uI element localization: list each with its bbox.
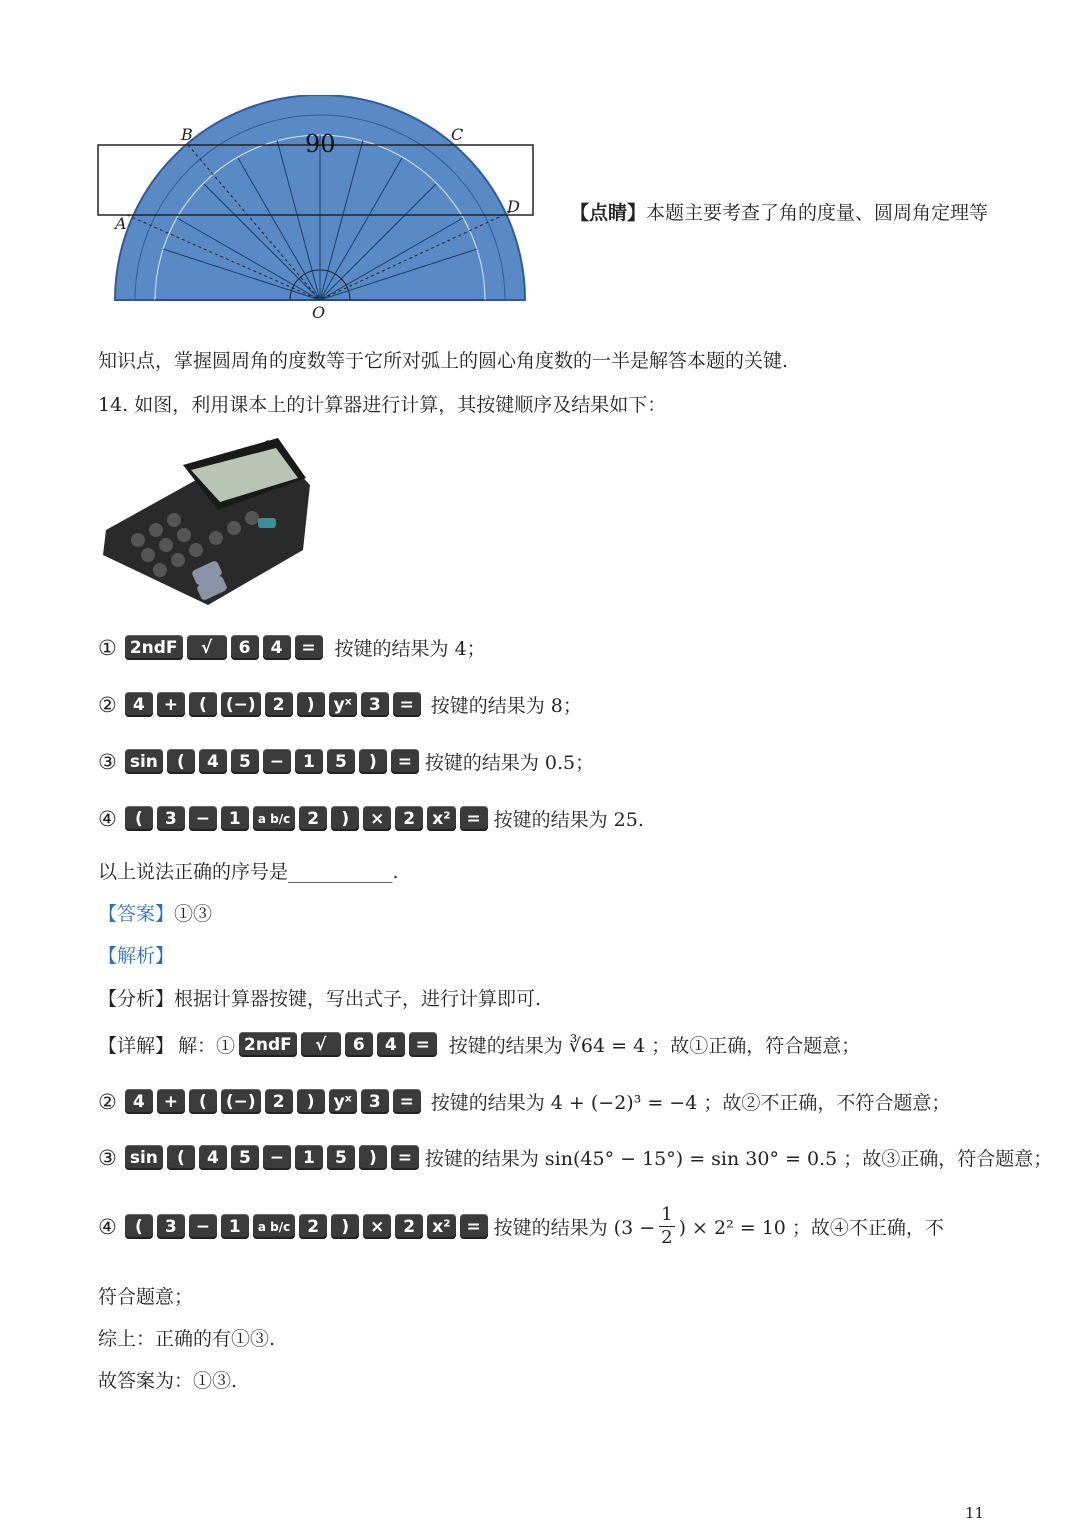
key-lparen: ( bbox=[167, 1145, 195, 1170]
detail-result-3: 按键的结果为 sin(45° − 15°) = sin 30° = 0.5 ；故③正确，符合题意； bbox=[424, 1148, 1053, 1170]
protractor-figure bbox=[95, 95, 545, 325]
question-item-3 bbox=[98, 748, 594, 775]
item-number: ④ bbox=[98, 806, 117, 831]
key-negative: (−) bbox=[221, 1089, 261, 1114]
key-lparen: ( bbox=[167, 749, 195, 774]
item-result: 按键的结果为 4； bbox=[334, 638, 486, 660]
point-b-label: B bbox=[181, 125, 193, 144]
key-lparen: ( bbox=[125, 1214, 153, 1239]
key-2ndf: 2ndF bbox=[125, 635, 183, 660]
answer-line bbox=[98, 899, 212, 926]
key-5: 5 bbox=[231, 749, 259, 774]
key-equals: = bbox=[295, 635, 323, 660]
protractor-90-label: 90 bbox=[305, 130, 336, 158]
detail-result-4a: 按键的结果为 (3 − bbox=[493, 1217, 656, 1239]
detail-result-4c: 符合题意； bbox=[98, 1286, 194, 1308]
key-equals: = bbox=[409, 1032, 437, 1057]
key-2: 2 bbox=[395, 806, 423, 831]
key-multiply: × bbox=[363, 1214, 391, 1239]
key-4: 4 bbox=[125, 1089, 153, 1114]
key-3: 3 bbox=[157, 1214, 185, 1239]
analysis-tag: 【解析】 bbox=[98, 945, 175, 967]
key-minus: − bbox=[189, 806, 217, 831]
calculator-image bbox=[98, 430, 313, 610]
key-sin: sin bbox=[125, 749, 163, 774]
point-c-label: C bbox=[451, 125, 464, 144]
answer-value: ①③ bbox=[174, 903, 213, 925]
key-rparen: ) bbox=[331, 1214, 359, 1239]
key-rparen: ) bbox=[359, 749, 387, 774]
point-o-label: O bbox=[312, 303, 326, 322]
key-rparen: ) bbox=[331, 806, 359, 831]
key-fraction: a b/c bbox=[253, 1214, 295, 1239]
detail-tag: 【详解】 bbox=[98, 1035, 175, 1057]
item-number: ③ bbox=[98, 749, 117, 774]
page-number: 11 bbox=[965, 1504, 985, 1522]
detail-row-2 bbox=[98, 1088, 950, 1115]
key-2: 2 bbox=[395, 1214, 423, 1239]
key-equals: = bbox=[393, 1089, 421, 1114]
detail-row-4 bbox=[98, 1204, 944, 1249]
question-ask: 以上说法正确的序号是___________. bbox=[98, 861, 399, 883]
dianjing-tag: 【点睛】 bbox=[570, 202, 647, 224]
question-item-1 bbox=[98, 634, 486, 661]
key-3: 3 bbox=[361, 692, 389, 717]
fraction-one-half bbox=[659, 1204, 674, 1249]
item-number: ④ bbox=[98, 1214, 117, 1239]
key-2: 2 bbox=[265, 692, 293, 717]
key-3: 3 bbox=[361, 1089, 389, 1114]
key-rparen: ) bbox=[297, 1089, 325, 1114]
fenxi-line bbox=[98, 984, 541, 1011]
key-2: 2 bbox=[299, 1214, 327, 1239]
key-equals: = bbox=[393, 692, 421, 717]
question-item-2 bbox=[98, 691, 582, 718]
item-result: 按键的结果为 8； bbox=[430, 695, 582, 717]
key-sqrt: √ bbox=[301, 1032, 341, 1057]
key-lparen: ( bbox=[189, 1089, 217, 1114]
key-2: 2 bbox=[265, 1089, 293, 1114]
key-4: 4 bbox=[199, 1145, 227, 1170]
item-number: ② bbox=[98, 1089, 117, 1114]
key-4: 4 bbox=[263, 635, 291, 660]
key-equals: = bbox=[460, 806, 488, 831]
detail-result-1: 按键的结果为 ∛64 = 4 ；故①正确，符合题意； bbox=[448, 1035, 861, 1057]
key-6: 6 bbox=[345, 1032, 373, 1057]
key-rparen: ) bbox=[297, 692, 325, 717]
detail-final: 故答案为：①③. bbox=[98, 1370, 238, 1392]
key-equals: = bbox=[391, 749, 419, 774]
key-square: x² bbox=[427, 806, 455, 831]
question-stem: 14. 如图，利用课本上的计算器进行计算，其按键顺序及结果如下： bbox=[98, 394, 667, 416]
point-a-label: A bbox=[115, 214, 127, 233]
key-1: 1 bbox=[221, 1214, 249, 1239]
key-1: 1 bbox=[295, 1145, 323, 1170]
key-power: yˣ bbox=[329, 692, 357, 717]
key-negative: (−) bbox=[221, 692, 261, 717]
dianjing-line1 bbox=[570, 198, 988, 225]
fenxi-tag: 【分析】 bbox=[98, 988, 175, 1010]
key-4: 4 bbox=[199, 749, 227, 774]
detail-result-4b: ) × 2² = 10 ；故④不正确，不 bbox=[678, 1217, 944, 1239]
key-fraction: a b/c bbox=[253, 806, 295, 831]
answer-tag: 【答案】 bbox=[98, 903, 175, 925]
key-square: x² bbox=[427, 1214, 455, 1239]
item-number: ② bbox=[98, 692, 117, 717]
dianjing-line2: 知识点，掌握圆周角的度数等于它所对弧上的圆心角度数的一半是解答本题的关键. bbox=[98, 350, 789, 372]
key-2ndf: 2ndF bbox=[239, 1032, 297, 1057]
key-plus: + bbox=[157, 692, 185, 717]
detail-row-3 bbox=[98, 1144, 1052, 1171]
item-number: ① bbox=[98, 635, 117, 660]
detail-row-1 bbox=[98, 1031, 860, 1058]
key-5: 5 bbox=[327, 749, 355, 774]
key-power: yˣ bbox=[329, 1089, 357, 1114]
item-result: 按键的结果为 0.5； bbox=[424, 752, 595, 774]
item-number: ③ bbox=[98, 1145, 117, 1170]
key-3: 3 bbox=[157, 806, 185, 831]
dianjing-text1: 本题主要考查了角的度量、圆周角定理等 bbox=[646, 202, 989, 224]
question-item-4 bbox=[98, 805, 644, 832]
key-4: 4 bbox=[377, 1032, 405, 1057]
key-equals: = bbox=[391, 1145, 419, 1170]
key-multiply: × bbox=[363, 806, 391, 831]
detail-summary: 综上：正确的有①③. bbox=[98, 1328, 276, 1350]
key-lparen: ( bbox=[189, 692, 217, 717]
fraction-denominator: 2 bbox=[661, 1227, 673, 1248]
key-minus: − bbox=[189, 1214, 217, 1239]
key-4: 4 bbox=[125, 692, 153, 717]
key-lparen: ( bbox=[125, 806, 153, 831]
key-6: 6 bbox=[231, 635, 259, 660]
point-d-label: D bbox=[507, 197, 520, 216]
key-1: 1 bbox=[295, 749, 323, 774]
key-minus: − bbox=[263, 749, 291, 774]
key-2: 2 bbox=[299, 806, 327, 831]
fraction-numerator: 1 bbox=[661, 1204, 673, 1225]
key-equals: = bbox=[460, 1214, 488, 1239]
item-result: 按键的结果为 25. bbox=[493, 809, 644, 831]
key-rparen: ) bbox=[359, 1145, 387, 1170]
key-5: 5 bbox=[327, 1145, 355, 1170]
key-plus: + bbox=[157, 1089, 185, 1114]
key-5: 5 bbox=[231, 1145, 259, 1170]
fenxi-text: 根据计算器按键，写出式子，进行计算即可. bbox=[174, 988, 542, 1010]
key-sqrt: √ bbox=[187, 635, 227, 660]
key-sin: sin bbox=[125, 1145, 163, 1170]
detail-result-2: 按键的结果为 4 + (−2)³ = −4 ；故②不正确，不符合题意； bbox=[430, 1092, 951, 1114]
key-1: 1 bbox=[221, 806, 249, 831]
key-minus: − bbox=[263, 1145, 291, 1170]
detail-lead: 解：① bbox=[178, 1035, 236, 1057]
